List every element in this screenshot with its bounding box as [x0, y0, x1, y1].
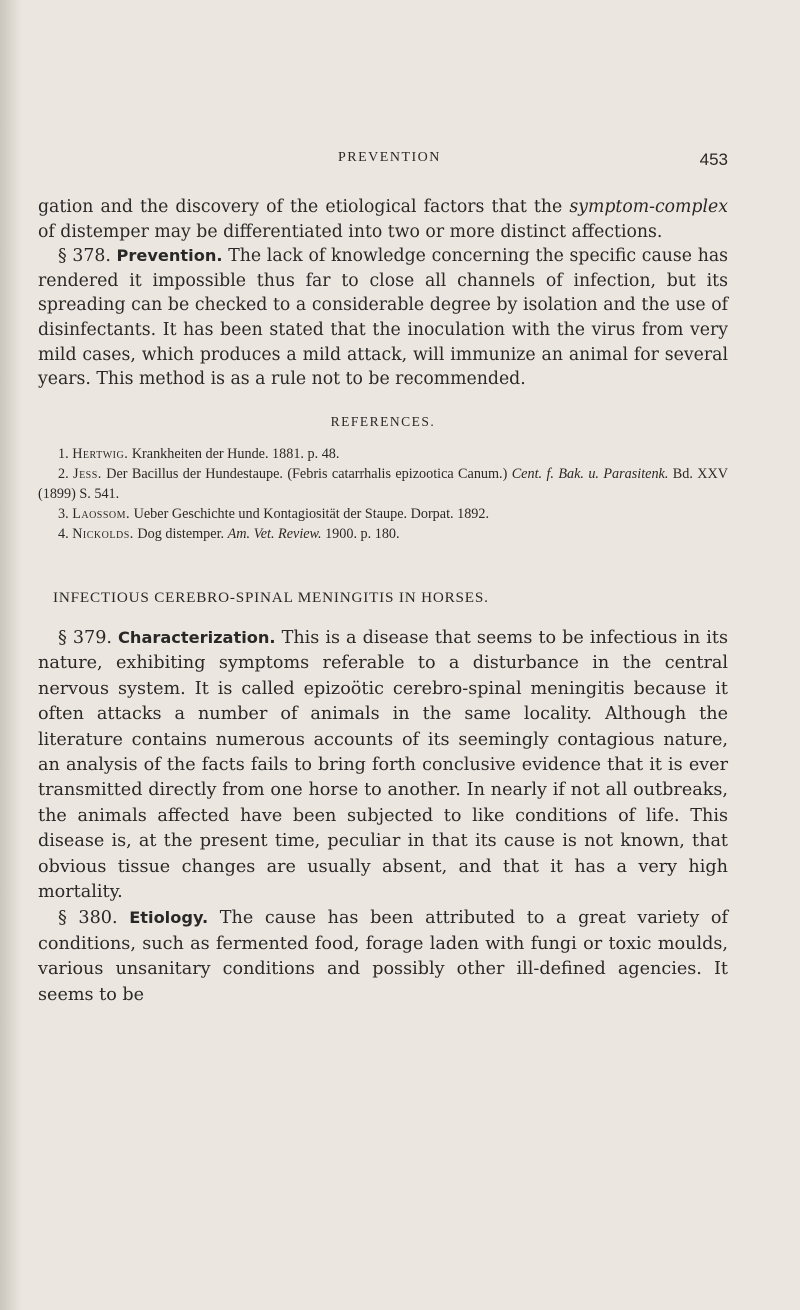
section-body — [38, 625, 728, 1008]
section-number: § 378. — [58, 246, 117, 267]
section-number: § 380. — [58, 908, 130, 929]
reference-journal: Am. Vet. Review. — [227, 526, 322, 543]
page-body — [38, 195, 728, 1008]
page-number: 453 — [699, 150, 728, 169]
reference-author: Laossom. — [72, 506, 131, 523]
page-header — [38, 150, 728, 174]
chapter-section-title: INFECTIOUS CEREBRO-SPINAL MENINGITIS IN HORSES. — [53, 589, 489, 607]
reference-number: 2. — [58, 466, 74, 483]
reference-number: 1. — [58, 446, 73, 463]
reference-number: 3. — [58, 506, 73, 523]
reference-item — [38, 524, 728, 544]
paragraph-etiology — [38, 905, 728, 1008]
reference-text: Krankheiten der Hunde. 1881. p. 48. — [128, 446, 340, 463]
reference-author: Jess. — [73, 466, 102, 483]
reference-text: Der Bacillus der Hundestaupe. (Febris catarrhalis epizootica Canum.) — [101, 466, 512, 483]
section-text: The lack of knowledge concerning the specific cause has rendered it impossible thus far to close all channels of infection, but its spreading can be checked to a considerable degree by isolation and the use of disinfectants. It has been stated that the inoculation with the virus from very mild cases, which produces a mild attack, will immunize an animal for several years. This method is as a rule not to be recommended. — [38, 246, 728, 390]
reference-text: Dog distemper. — [133, 526, 228, 543]
section-heading: Prevention. — [116, 246, 223, 266]
para1-text-a: gation and the discovery of the etiological factors that the — [38, 197, 570, 217]
paragraph-characterization — [38, 625, 728, 905]
references-title: REFERENCES. — [330, 413, 436, 429]
reference-item — [38, 464, 728, 504]
references-list — [38, 444, 728, 544]
page-edge-shadow — [0, 0, 22, 1310]
section-heading: Etiology. — [129, 908, 209, 928]
reference-item — [38, 504, 728, 524]
book-page — [38, 0, 758, 1310]
reference-text: Ueber Geschichte und Kontagiosität der Staupe. Dorpat. 1892. — [130, 506, 490, 523]
section-heading: Characterization. — [118, 627, 276, 647]
reference-journal: Cent. f. Bak. u. Parasitenk. — [511, 466, 669, 483]
section-text: This is a disease that seems to be infectious in its nature, exhibiting symptoms referable to a disturbance in the central nervous system. It is called epizoötic cerebro-spinal meningitis because it often attacks a number of animals in the same locality. Although the literature contains numerous accounts of its seemingly contagious nature, an analysis of the facts fails to bring forth conclusive evidence that it is ever transmitted directly from one horse to another. In nearly if not all outbreaks, the animals affected have been subjected to like conditions of life. This disease is, at the present time, peculiar in that its cause is not known, that obvious tissue changes are usually absent, and that it has a very high mortality. — [38, 627, 729, 902]
paragraph-continued — [38, 195, 728, 244]
para1-text-b: of distemper may be differentiated into two or more distinct affections. — [38, 221, 663, 242]
reference-author: Hertwig. — [72, 446, 129, 463]
reference-author: Nickolds. — [72, 526, 134, 543]
section-number: § 379. — [58, 627, 119, 648]
paragraph-prevention — [38, 244, 728, 392]
section-text: The cause has been attributed to a great variety of conditions, such as fermented food, forage laden with fungi or toxic moulds, various unsanitary conditions and possibly other ill-defined agencies. It seems to be — [38, 908, 729, 1005]
para1-italic-term: symptom-complex — [569, 197, 728, 217]
reference-tail: Bd. XXV (1899) S. 541. — [38, 466, 729, 503]
reference-number: 4. — [58, 526, 73, 543]
reference-tail: 1900. p. 180. — [321, 526, 400, 543]
reference-item — [38, 444, 728, 464]
running-head: PREVENTION — [338, 150, 441, 165]
